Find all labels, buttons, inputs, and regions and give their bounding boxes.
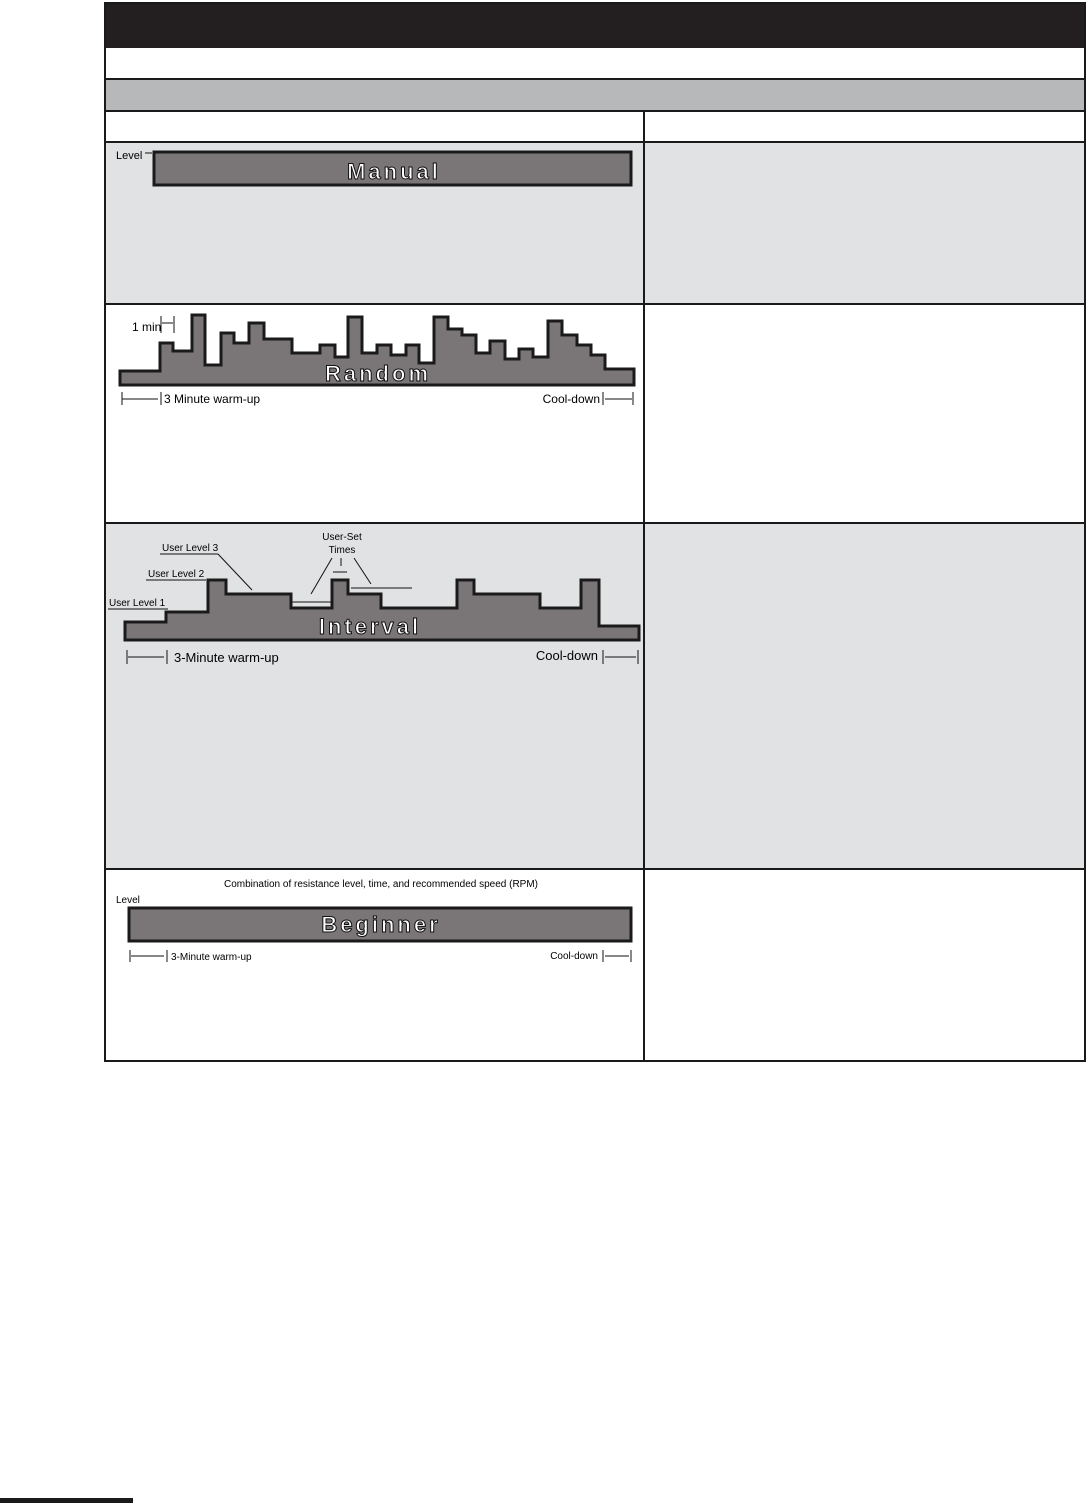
interval-program-row bbox=[106, 524, 1084, 870]
interval-user-set-label: User-Set bbox=[322, 532, 362, 543]
footer-rule bbox=[0, 1498, 133, 1503]
manual-profile-cell bbox=[106, 143, 643, 303]
manual-program-name: Manual bbox=[347, 159, 441, 184]
random-program-row bbox=[106, 305, 1084, 524]
beginner-warmup-label: 3-Minute warm-up bbox=[171, 952, 252, 963]
manual-description-cell bbox=[645, 143, 1084, 303]
beginner-level-label: Level bbox=[116, 895, 140, 906]
random-profile-graphic bbox=[106, 305, 643, 522]
beginner-profile-graphic bbox=[106, 870, 643, 1060]
beginner-profile-cell bbox=[106, 870, 643, 1060]
interval-user-level-1: User Level 1 bbox=[109, 598, 166, 609]
column-header-profile bbox=[106, 112, 643, 143]
random-warmup-label: 3 Minute warm-up bbox=[164, 392, 261, 406]
title-row bbox=[106, 48, 1084, 80]
beginner-program-row bbox=[106, 870, 1084, 1060]
beginner-caption: Combination of resistance level, time, and recommended speed (RPM) bbox=[223, 879, 539, 890]
interval-profile-graphic bbox=[106, 524, 643, 868]
program-table bbox=[104, 2, 1086, 1062]
beginner-program-name: Beginner bbox=[321, 912, 441, 937]
interval-profile-cell bbox=[106, 524, 643, 868]
random-program-name: Random bbox=[325, 361, 431, 386]
column-header-description bbox=[645, 112, 1084, 143]
interval-user-level-3: User Level 3 bbox=[162, 543, 219, 554]
section-bar bbox=[106, 80, 1084, 112]
manual-level-label: Level bbox=[116, 150, 143, 162]
beginner-description-cell bbox=[645, 870, 1084, 1060]
interval-times-label: Times bbox=[328, 545, 356, 556]
beginner-cooldown-label: Cool-down bbox=[550, 951, 598, 962]
interval-user-level-2: User Level 2 bbox=[148, 569, 205, 580]
manual-program-row bbox=[106, 143, 1084, 305]
random-cooldown-label: Cool-down bbox=[542, 392, 600, 406]
interval-cooldown-label: Cool-down bbox=[535, 648, 598, 663]
manual-profile-graphic bbox=[106, 143, 643, 303]
interval-program-name: Interval bbox=[318, 614, 422, 639]
interval-description-cell bbox=[645, 524, 1084, 868]
interval-warmup-label: 3-Minute warm-up bbox=[174, 650, 279, 665]
column-divider bbox=[643, 112, 645, 1062]
random-segment-label: 1 min bbox=[132, 320, 162, 334]
header-bar bbox=[106, 4, 1084, 48]
random-profile-cell bbox=[106, 305, 643, 522]
random-description-cell bbox=[645, 305, 1084, 522]
